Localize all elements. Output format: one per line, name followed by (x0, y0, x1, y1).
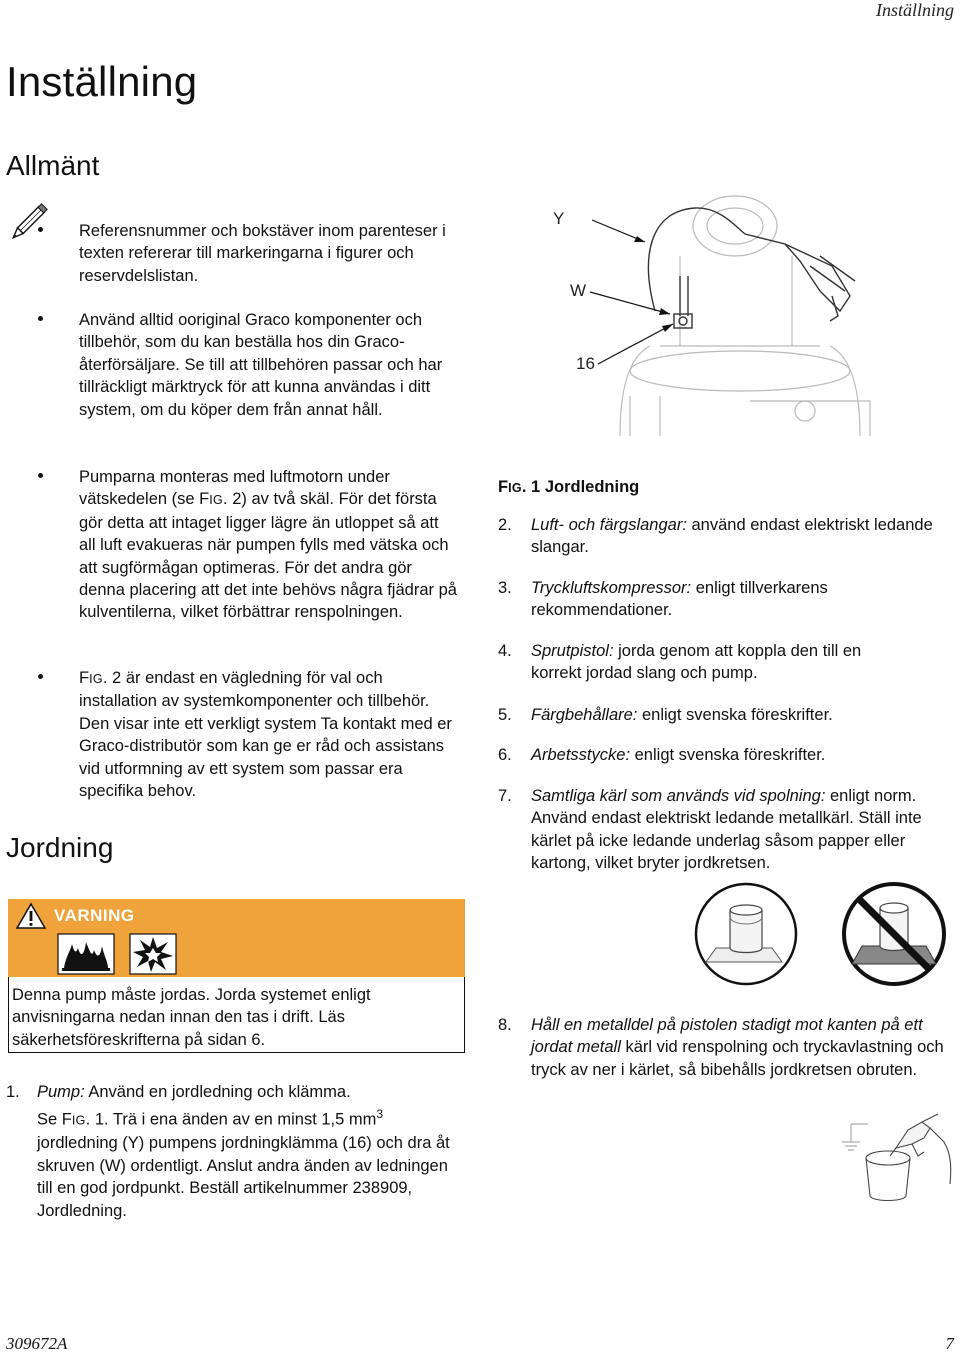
bullet-marker (38, 473, 46, 481)
list-item-compressor: Tryckluftskompressor: enligt tillverkarens rekommendationer. (531, 579, 828, 620)
list-number: 7. (498, 787, 512, 805)
list-item-spray-gun: Sprutpistol: jorda genom att koppla den till en korrekt jordad slang och pump. (531, 642, 862, 683)
bullet-marker (38, 227, 46, 235)
callout-16: 16 (576, 354, 595, 373)
bullet-text-pump-mounting: Pumparna monteras med luftmotorn under vätskedelen (se FIG. 2) av två skäl. För det första gör detta att intaget ligger lägre än utloppet så att all luft evakueras när pumpen fylls med vätska och att sugförmågan optimeras. För det andra gör denna placering att det inte behövs några fjädrar på kulventilerna, vilket förbättrar renspolningen. (79, 468, 457, 622)
bullet-text-reference: Referensnummer och bokstäver inom parenteser i texten refererar till markeringarna i figurer och reservdelslistan. (79, 222, 446, 285)
list-number: 2. (498, 516, 512, 534)
fire-hazard-icon (58, 934, 114, 979)
list-number: 3. (498, 579, 512, 597)
list-item-hold-gun: Håll en metalldel på pistolen stadigt mot kanten på ett jordat metall kärl vid renspolning och tryckavlastning och tryck av ner i kärlet, så bibehålls jordkretsen obruten. (531, 1016, 944, 1079)
list-item-workpiece: Arbetsstycke: enligt svenska föreskrifter. (531, 746, 826, 764)
callout-y: Y (553, 209, 565, 228)
bullet-text-original-parts: Använd alltid ooriginal Graco komponenter och tillbehör, som du kan beställa hos din Graco-återförsäljare. Se till att tillbehören passar och har tillräckligt märktryck för att kunna användas i ditt system, om du köper dem från annat håll. (79, 311, 443, 419)
bullet-text-fig-guide: FIG. 2 är endast en vägledning för val och installation av systemkomponenter och tillbehör. Den visar inte ett verkligt system Ta kontakt med er Graco-distributör som kan ge er råd och assistans vid utformning av ett system som passar era specifika behov. (79, 669, 452, 801)
pail-on-nonconductive-prohibited-illustration (842, 882, 946, 991)
list-number: 8. (498, 1016, 512, 1034)
list-number: 1. (6, 1083, 20, 1101)
pail-on-metal-illustration (694, 882, 798, 991)
list-item-hoses: Luft- och färgslangar: använd endast elektriskt ledande slangar. (531, 516, 933, 557)
callout-w: W (570, 281, 587, 300)
list-number: 4. (498, 642, 512, 660)
warning-triangle-icon (16, 903, 46, 934)
list-item-flush-containers: Samtliga kärl som används vid spolning: enligt norm. Använd endast elektriskt ledande metallkärl. Ställ inte kärlet på icke ledande underlag såsom papper eller kartong, vilket bryter jordkretsen. (531, 787, 922, 873)
footer-page-number: 7 (945, 1334, 954, 1353)
footer-doc-number: 309672A (6, 1334, 68, 1353)
section-heading-general: Allmänt (6, 150, 100, 181)
list-item-container: Färgbehållare: enligt svenska föreskrifter. (531, 706, 833, 724)
list-number: 6. (498, 746, 512, 764)
figure-ground-wire-illustration (570, 196, 910, 461)
explosion-hazard-icon (130, 934, 176, 979)
page-title: Inställning (6, 58, 198, 105)
bullet-marker (38, 316, 46, 324)
list-number: 5. (498, 706, 512, 724)
figure-caption: FIG. 1 Jordledning (498, 478, 640, 496)
bullet-marker (38, 674, 46, 682)
warning-title: VARNING (54, 906, 135, 925)
warning-text: Denna pump måste jordas. Jorda systemet enligt anvisningarna nedan innan den tas i drift. Läs säkerhetsföreskrifterna på sidan 6. (12, 986, 371, 1049)
gun-flushing-illustration (838, 1104, 958, 1219)
list-item-pump: Pump: Använd en jordledning och klämma. Se FIG. 1. Trä i ena änden av en minst 1,5 $mm^3$ jordledning (Y) pumpens jordningklämma (16) och dra åt skruven (W) ordentligt. Anslut andra änden av ledningen till en god jordpunkt. Beställ artikelnummer 238909, Jordledning. (37, 1083, 450, 1220)
running-header: Inställning (875, 0, 954, 20)
section-heading-grounding: Jordning (6, 832, 114, 863)
